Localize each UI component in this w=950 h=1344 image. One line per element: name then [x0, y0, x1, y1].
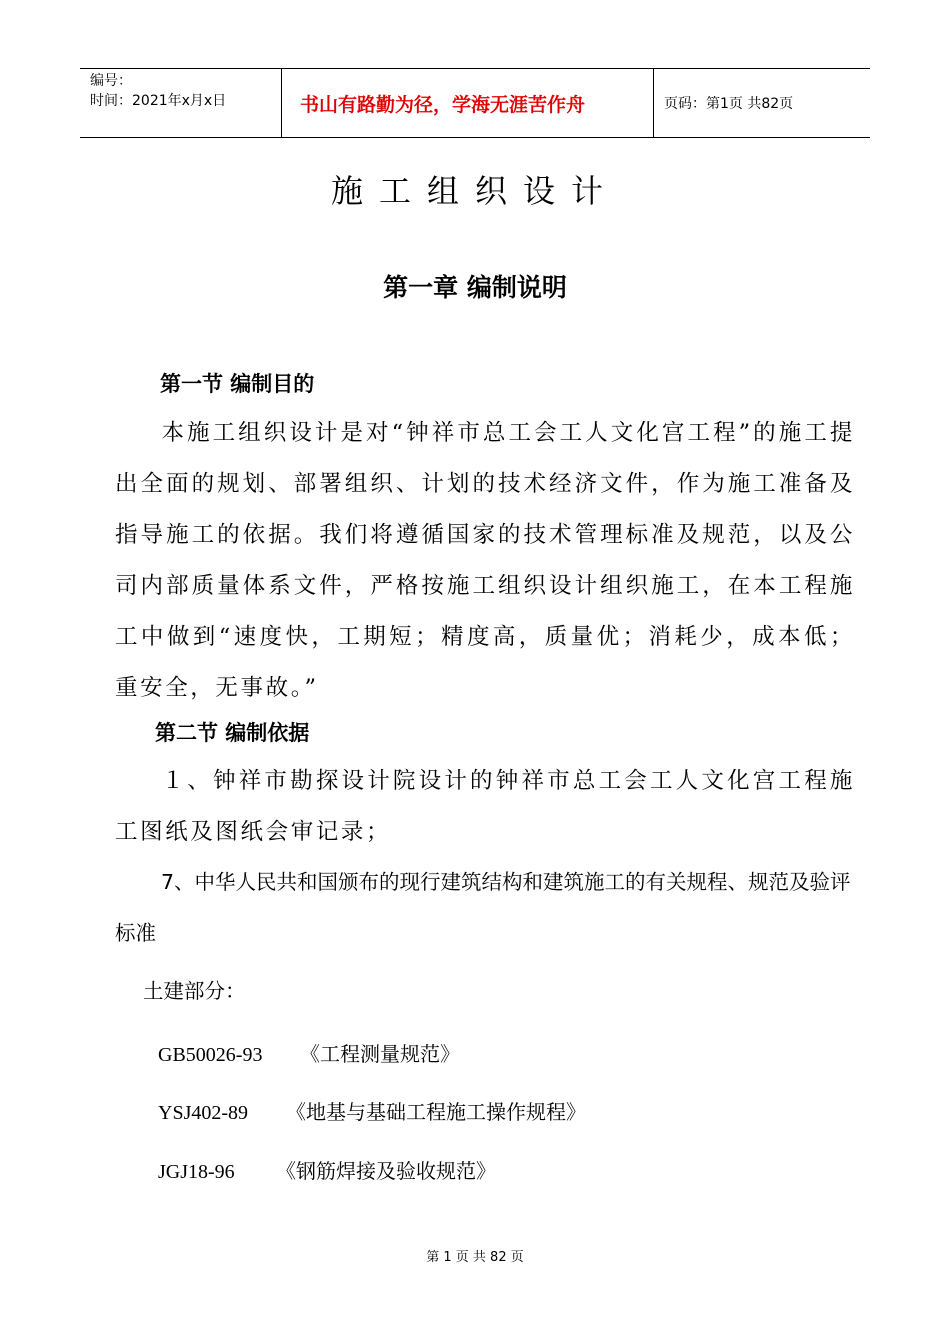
standard-item: [158, 1155, 496, 1184]
document-time: 时间：2021年x月x日: [90, 93, 227, 109]
standard-code: YSJ402-89: [158, 1102, 249, 1124]
document-title: 施工组织设计: [330, 172, 619, 210]
document-number-label: 编号：: [90, 73, 132, 89]
standard-name: 《地基与基础工程施工操作规程》: [286, 1102, 586, 1124]
standard-item: [158, 1038, 460, 1067]
header-page-info: 页码：第1页 共82页: [664, 96, 794, 112]
standard-item: [158, 1096, 586, 1125]
standard-name: 《工程测量规范》: [300, 1044, 460, 1066]
section-heading-basis: 第二节 编制依据: [155, 721, 310, 745]
section-body-purpose: [115, 408, 855, 714]
basis-item-7-text: 7、中华人民共和国颁布的现行建筑结构和建筑施工的有关规程、规范及验评标准: [115, 870, 851, 945]
section-heading-purpose: 第一节 编制目的: [160, 372, 315, 396]
chapter-heading: 第一章 编制说明: [383, 273, 567, 302]
page-header: [80, 68, 870, 138]
standard-code: GB50026-93: [158, 1044, 263, 1066]
page-footer: 第 1 页 共 82 页: [426, 1250, 524, 1265]
purpose-text: 本施工组织设计是对“钟祥市总工会工人文化宫工程”的施工提出全面的规划、部署组织、计划的技术经济文件，作为施工准备及指导施工的依据。我们将遵循国家的技术管理标准及规范，以及公司内部质量体系文件，严格按施工组织设计组织施工，在本工程施工中做到“速度快，工期短；精度高，质量优；消耗少，成本低；重安全，无事故。”: [115, 420, 855, 701]
basis-item-1: [115, 756, 855, 858]
header-motto: 书山有路勤为径，学海无涯苦作舟: [282, 69, 654, 137]
standard-name: 《钢筋焊接及验收规范》: [276, 1161, 496, 1183]
header-meta: [80, 69, 282, 137]
civil-works-label: 土建部分：: [143, 979, 246, 1003]
standard-code: JGJ18-96: [158, 1161, 235, 1183]
basis-item-7: [115, 857, 860, 959]
basis-item-1-text: １、钟祥市勘探设计院设计的钟祥市总工会工人文化宫工程施工图纸及图纸会审记录；: [115, 768, 855, 845]
